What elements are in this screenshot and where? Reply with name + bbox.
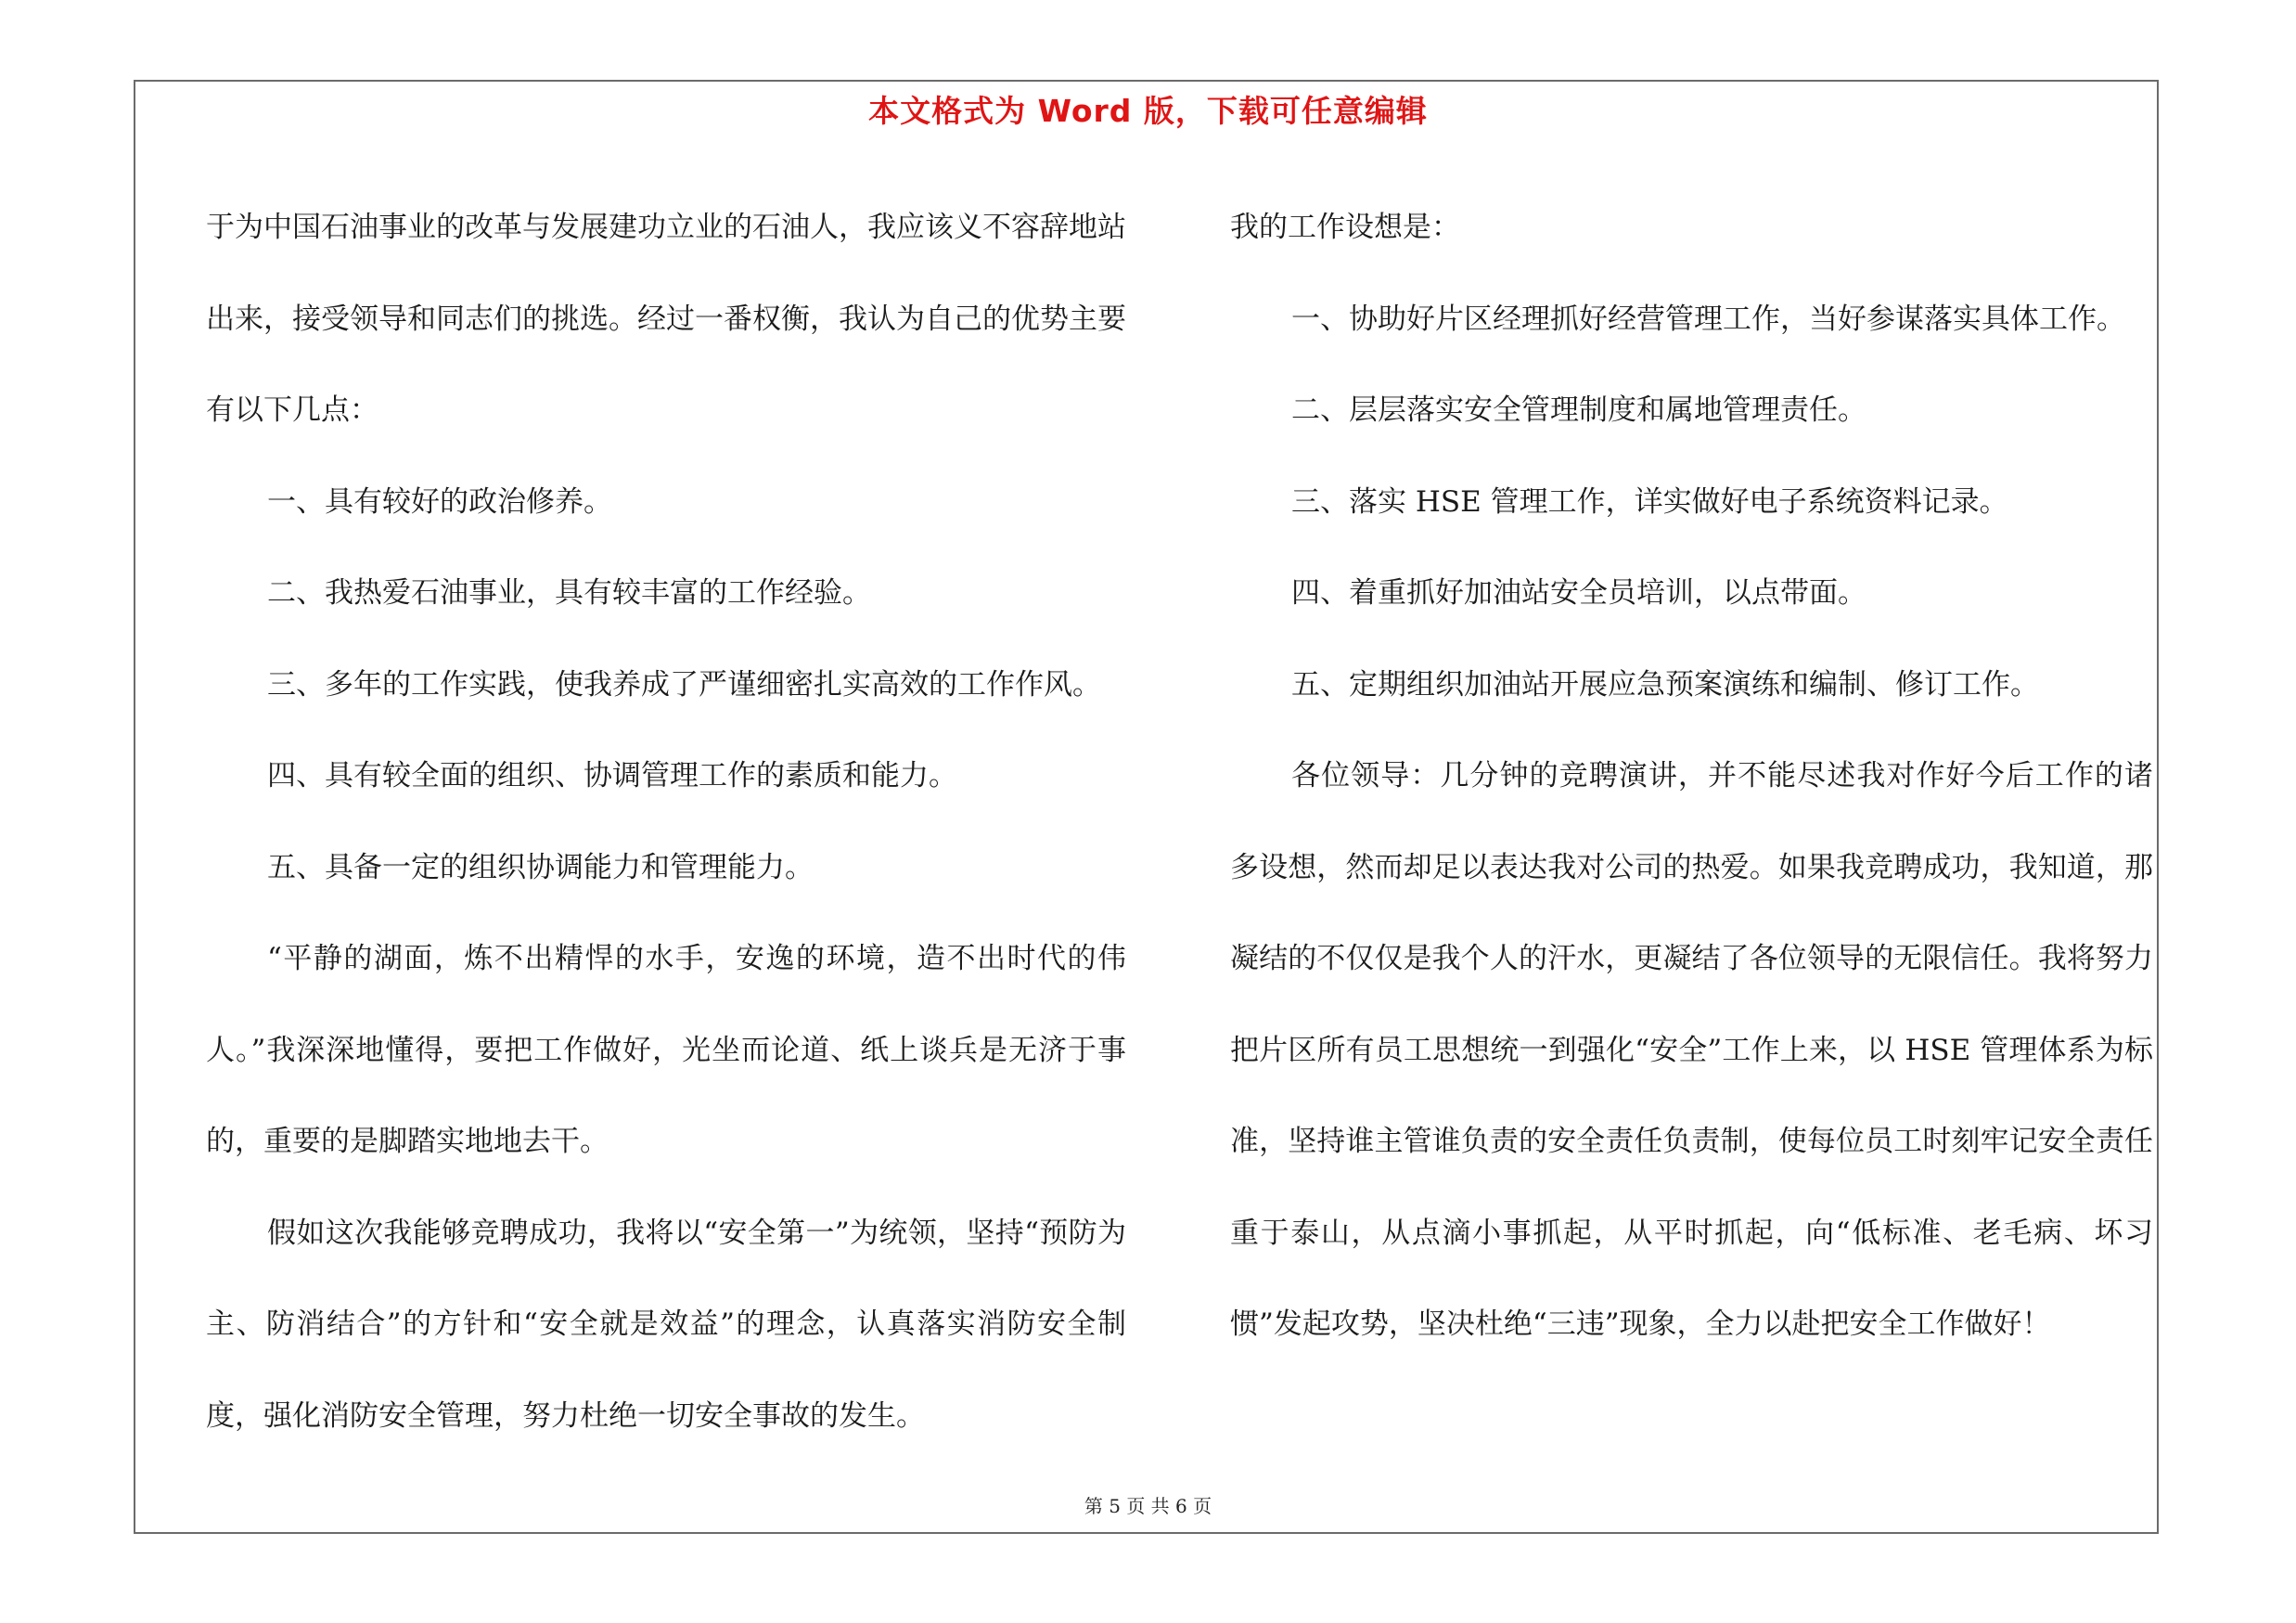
paragraph: 于为中国石油事业的改革与发展建功立业的石油人，我应该义不容辞地站出来，接受领导和同志们的挑选。经过一番权衡，我认为自己的优势主要有以下几点： bbox=[206, 211, 1126, 427]
paragraph: 五、定期组织加油站开展应急预案演练和编制、修订工作。 bbox=[1291, 667, 2039, 702]
right-column bbox=[1230, 182, 2153, 1371]
paragraph: 一、协助好片区经理抓好经营管理工作，当好参谋落实具体工作。 bbox=[1291, 302, 2125, 336]
paragraph: 假如这次我能够竞聘成功，我将以“安全第一”为统领，坚持“预防为主、防消结合”的方针和“安全就是效益”的理念，认真落实消防安全制度，强化消防安全管理，努力杜绝一切安全事故的发生。 bbox=[206, 1216, 1126, 1433]
left-column bbox=[206, 182, 1126, 1462]
paragraph: 四、具有较全面的组织、协调管理工作的素质和能力。 bbox=[267, 759, 957, 792]
paragraph: 各位领导：几分钟的竞聘演讲，并不能尽述我对作好今后工作的诸多设想，然而却足以表达我对公司的热爱。如果我竞聘成功，我知道，那凝结的不仅仅是我个人的汗水，更凝结了各位领导的无限信任。我将努力把片区所有员工思想统一到强化“安全”工作上来，以 HSE 管理体系为标准，坚持谁主管谁负责的安全责任负责制，使每位员工时刻牢记安全责任重于泰山，从点滴小事抓起，从平时抓起，向“低标准、老毛病、坏习惯”发起攻势，坚决杜绝“三违”现象，全力以赴把安全工作做好！ bbox=[1230, 759, 2153, 1341]
page-number: 第 5 页 共 6 页 bbox=[1084, 1495, 1212, 1517]
paragraph: 我的工作设想是： bbox=[1230, 211, 1460, 244]
paragraph: 一、具有较好的政治修养。 bbox=[267, 484, 612, 519]
paragraph: 三、落实 HSE 管理工作，详实做好电子系统资料记录。 bbox=[1291, 484, 2008, 519]
paragraph: 五、具备一定的组织协调能力和管理能力。 bbox=[267, 850, 814, 884]
paragraph: 二、层层落实安全管理制度和属地管理责任。 bbox=[1291, 393, 1866, 427]
paragraph: 四、着重抓好加油站安全员培训，以点带面。 bbox=[1291, 576, 1866, 610]
paragraph: 二、我热爱石油事业，具有较丰富的工作经验。 bbox=[267, 576, 871, 610]
paragraph: “平静的湖面，炼不出精悍的水手，安逸的环境，造不出时代的伟人。”我深深地懂得，要把工作做好，光坐而论道、纸上谈兵是无济于事的，重要的是脚踏实地地去干。 bbox=[206, 942, 1126, 1158]
paragraph: 三、多年的工作实践，使我养成了严谨细密扎实高效的工作作风。 bbox=[267, 667, 1101, 702]
format-banner: 本文格式为 Word 版，下载可任意编辑 bbox=[868, 93, 1428, 129]
